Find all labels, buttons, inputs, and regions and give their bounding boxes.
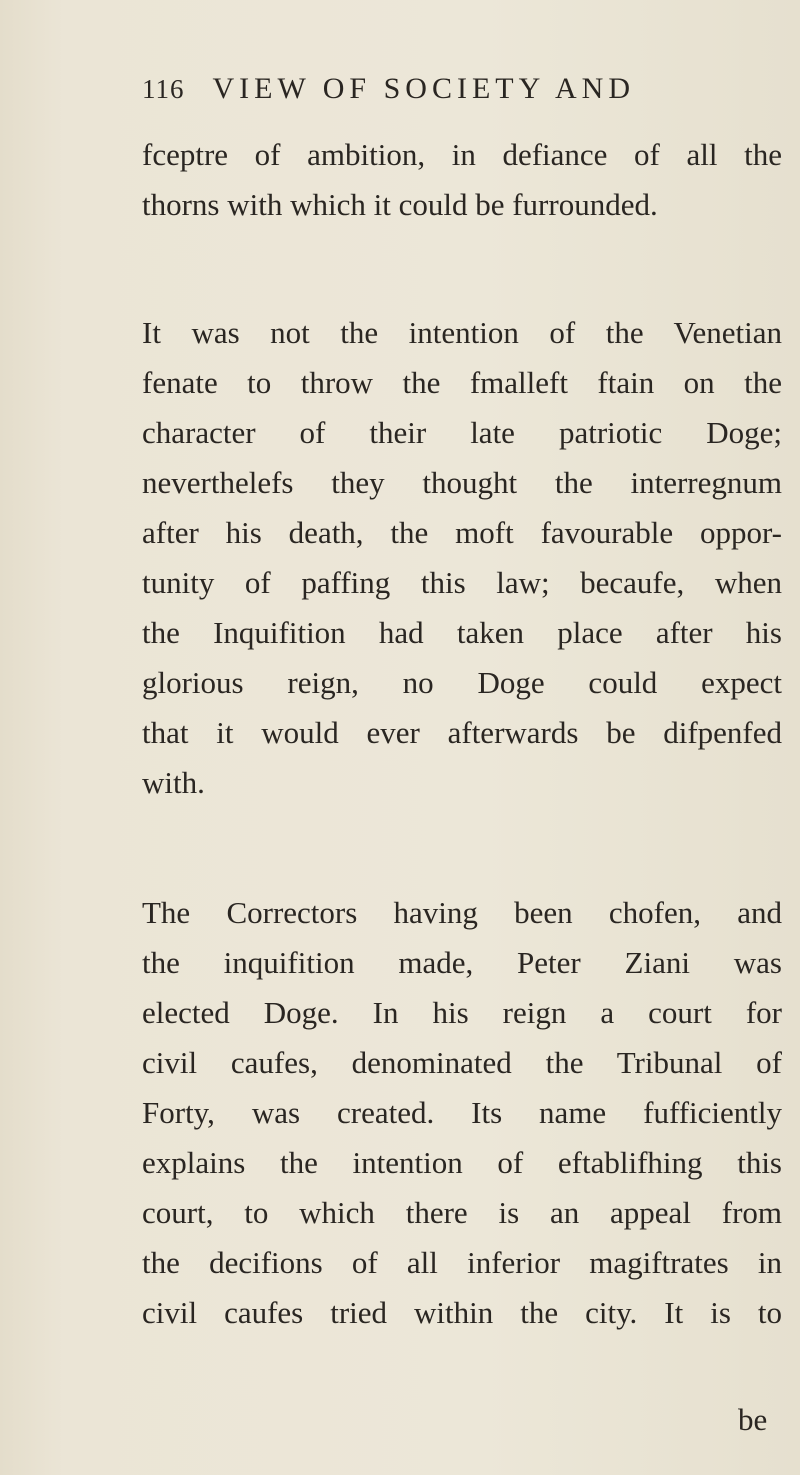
text-line: civil caufes tried within the city. It is to [142, 1295, 782, 1330]
text-line: fceptre of ambition, in defiance of all the [142, 137, 782, 172]
text-line: glorious reign, no Doge could expect [142, 665, 782, 700]
paragraph-2 [142, 308, 782, 808]
text-line: explains the intention of eftablifhing this [142, 1145, 782, 1180]
catchword: be [738, 1402, 768, 1437]
text-line: thorns with which it could be furrounded. [142, 187, 658, 222]
running-head: VIEW OF SOCIETY AND [212, 72, 635, 105]
text-line: elected Doge. In his reign a court for [142, 995, 782, 1030]
paragraph-3 [142, 888, 782, 1338]
text-line: Forty, was created. Its name fufficiently [142, 1095, 782, 1130]
text-line: fenate to throw the fmalleft ftain on the [142, 365, 782, 400]
text-line: after his death, the moft favourable oppor- [142, 515, 782, 550]
text-line: character of their late patriotic Doge; [142, 415, 782, 450]
page-header [142, 72, 782, 118]
text-line: It was not the intention of the Venetian [142, 315, 782, 350]
text-line: that it would ever afterwards be difpenfed [142, 715, 782, 750]
text-line: court, to which there is an appeal from [142, 1195, 782, 1230]
text-line: neverthelefs they thought the interregnum [142, 465, 782, 500]
text-line: with. [142, 765, 205, 800]
page-number: 116 [142, 74, 185, 104]
text-line: tunity of paffing this law; becaufe, when [142, 565, 782, 600]
text-line: the inquifition made, Peter Ziani was [142, 945, 782, 980]
text-line: The Correctors having been chofen, and [142, 895, 782, 930]
paragraph-1 [142, 130, 782, 230]
text-line: the decifions of all inferior magiftrates in [142, 1245, 782, 1280]
text-line: civil caufes, denominated the Tribunal of [142, 1045, 782, 1080]
text-line: the Inquifition had taken place after his [142, 615, 782, 650]
